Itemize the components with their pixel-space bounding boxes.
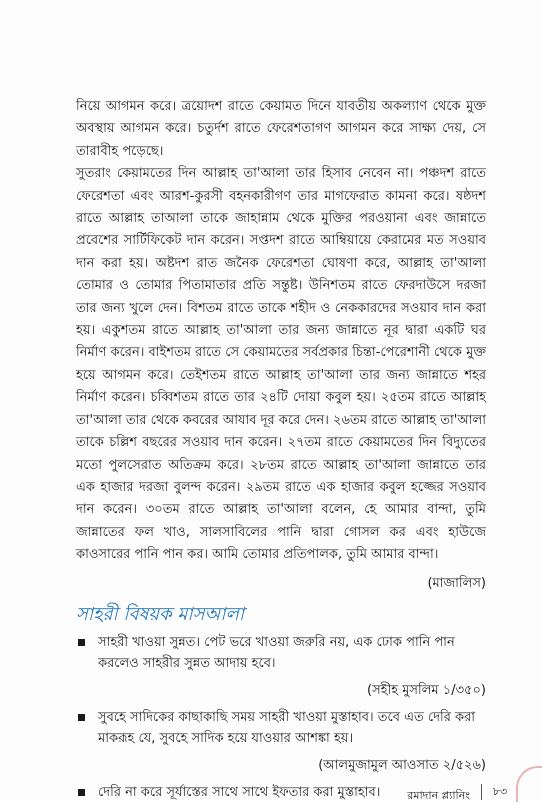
page-number: ৮৩ [481, 784, 518, 800]
bullet-list [76, 632, 486, 803]
paragraph-2: সুতরাং কেয়ামতের দিন আল্লাহ তা'আলা তার হিসাব নেবেন না। পঞ্চদশ রাতে ফেরেশতা এবং আরশ-কুরসী বহনকারীগণ তার মাগফেরাত কামনা করে। ষষ্ঠদশ রাতে আল্লাহ তাআলা তাকে জাহান্নাম থেকে মুক্তির পরওয়ানা এবং জান্নাতে প্রবেশের সার্টিফিকেট দান করেন। সপ্তদশ রাতে আম্বিয়ায়ে কেরামের মত সওয়াব দান করা হয়। অষ্টদশ রাত জনৈক ফেরেশতা ঘোষণা করে, আল্লাহ তা'আলা তোমার ও তোমার পিতামাতার প্রতি সন্তুষ্ট। উনিশতম রাতে ফেরদাউসে দরজা তার জন্য খুলে দেন। বিশতম রাতে তাকে শহীদ ও নেককারদের সওয়াব দান করা হয়। একুশতম রাতে আল্লাহ তা'আলা তার জন্য জান্নাতে নূর দ্বারা একটি ঘর নির্মাণ করেন। বাইশতম রাতে সে কেয়ামতের সর্বপ্রকার চিন্তা-পেরেশানী থেকে মুক্ত হয়ে আগমন করে। তেইশতম রাতে আল্লাহ তা'আলা তার জন্য জান্নাতে শহর নির্মাণ করেন। চব্বিশতম রাতে তার ২৪টি দোয়া কবুল হয়। ২৫তম রাতে আল্লাহ তা'আলা তার থেকে কবরের আযাব দূর করে দেন। ২৬তম রাতে আল্লাহ তা'আলা তাকে চল্লিশ বছরের সওয়াব দান করেন। ২৭তম রাতে কেয়ামতের দিন বিদ্যুতের মতো পুলসেরাত অতিক্রম করে। ২৮তম রাতে আল্লাহ তা'আলা জান্নাতে তার এক হাজার দরজা বুলন্দ করেন। ২৯তম রাতে এক হাজার কবুল হজ্জের সওয়াব দান করেন। ৩০তম রাতে আল্লাহ তা'আলা বলেন, হে আমার বান্দা, তুমি জান্নাতের ফল খাও, সালসাবিলের পানি দ্বারা গোসল কর এবং হাউজে কাওসারের পানি পান কর। আমি তোমার প্রতিপালক, তুমি আমার বান্দা। [76, 166, 486, 563]
body-text [76, 96, 486, 567]
paragraph-1: নিয়ে আগমন করে। ত্রয়োদশ রাতে কেয়ামত দিনে যাবতীয় অকল্যাণ থেকে মুক্ত অবস্থায় আগমন করে। চতুর্দশ রাতে ফেরেশতাগণ আগমন করে সাক্ষ্য দেয়, সে তারাবীহ পড়েছে। [76, 99, 486, 159]
corner-stamp-mark [516, 766, 542, 802]
square-bullet-icon [78, 714, 85, 721]
bullet-text: সাহরী খাওয়া সুন্নত। পেট ভরে খাওয়া জরুরি নয়, এক ঢোক পানি পান করলেও সাহরীর সুন্নত আদায় হবে। [98, 635, 455, 671]
bullet-text: সুবহে সাদিকের কাছাকাছি সময় সাহরী খাওয়া মুস্তাহাব। তবে এত দেরি করা মাকরূহ যে, সুবহে সাদিক হয়ে যাওয়ার আশঙ্কা হয়। [98, 710, 476, 746]
square-bullet-icon [78, 789, 85, 796]
section-heading: সাহরী বিষয়ক মাসআলা [76, 604, 245, 625]
bullet-text: দেরি না করে সূর্যাস্তের সাথে সাথে ইফতার করা মুস্তাহাব। [98, 785, 381, 800]
bullet-item-1 [76, 632, 486, 701]
bullet-item-2 [76, 707, 486, 776]
running-title: রমাদান প্ল্যানিং [407, 789, 470, 802]
square-bullet-icon [78, 639, 85, 646]
bullet-reference: (আলমুজামুল আওসাত ২/৫২৬) [318, 758, 486, 773]
bullet-reference: (সহীহ মুসলিম ১/৩৫০) [367, 683, 486, 698]
paragraph-source-citation: (মাজালিস) [427, 576, 486, 591]
